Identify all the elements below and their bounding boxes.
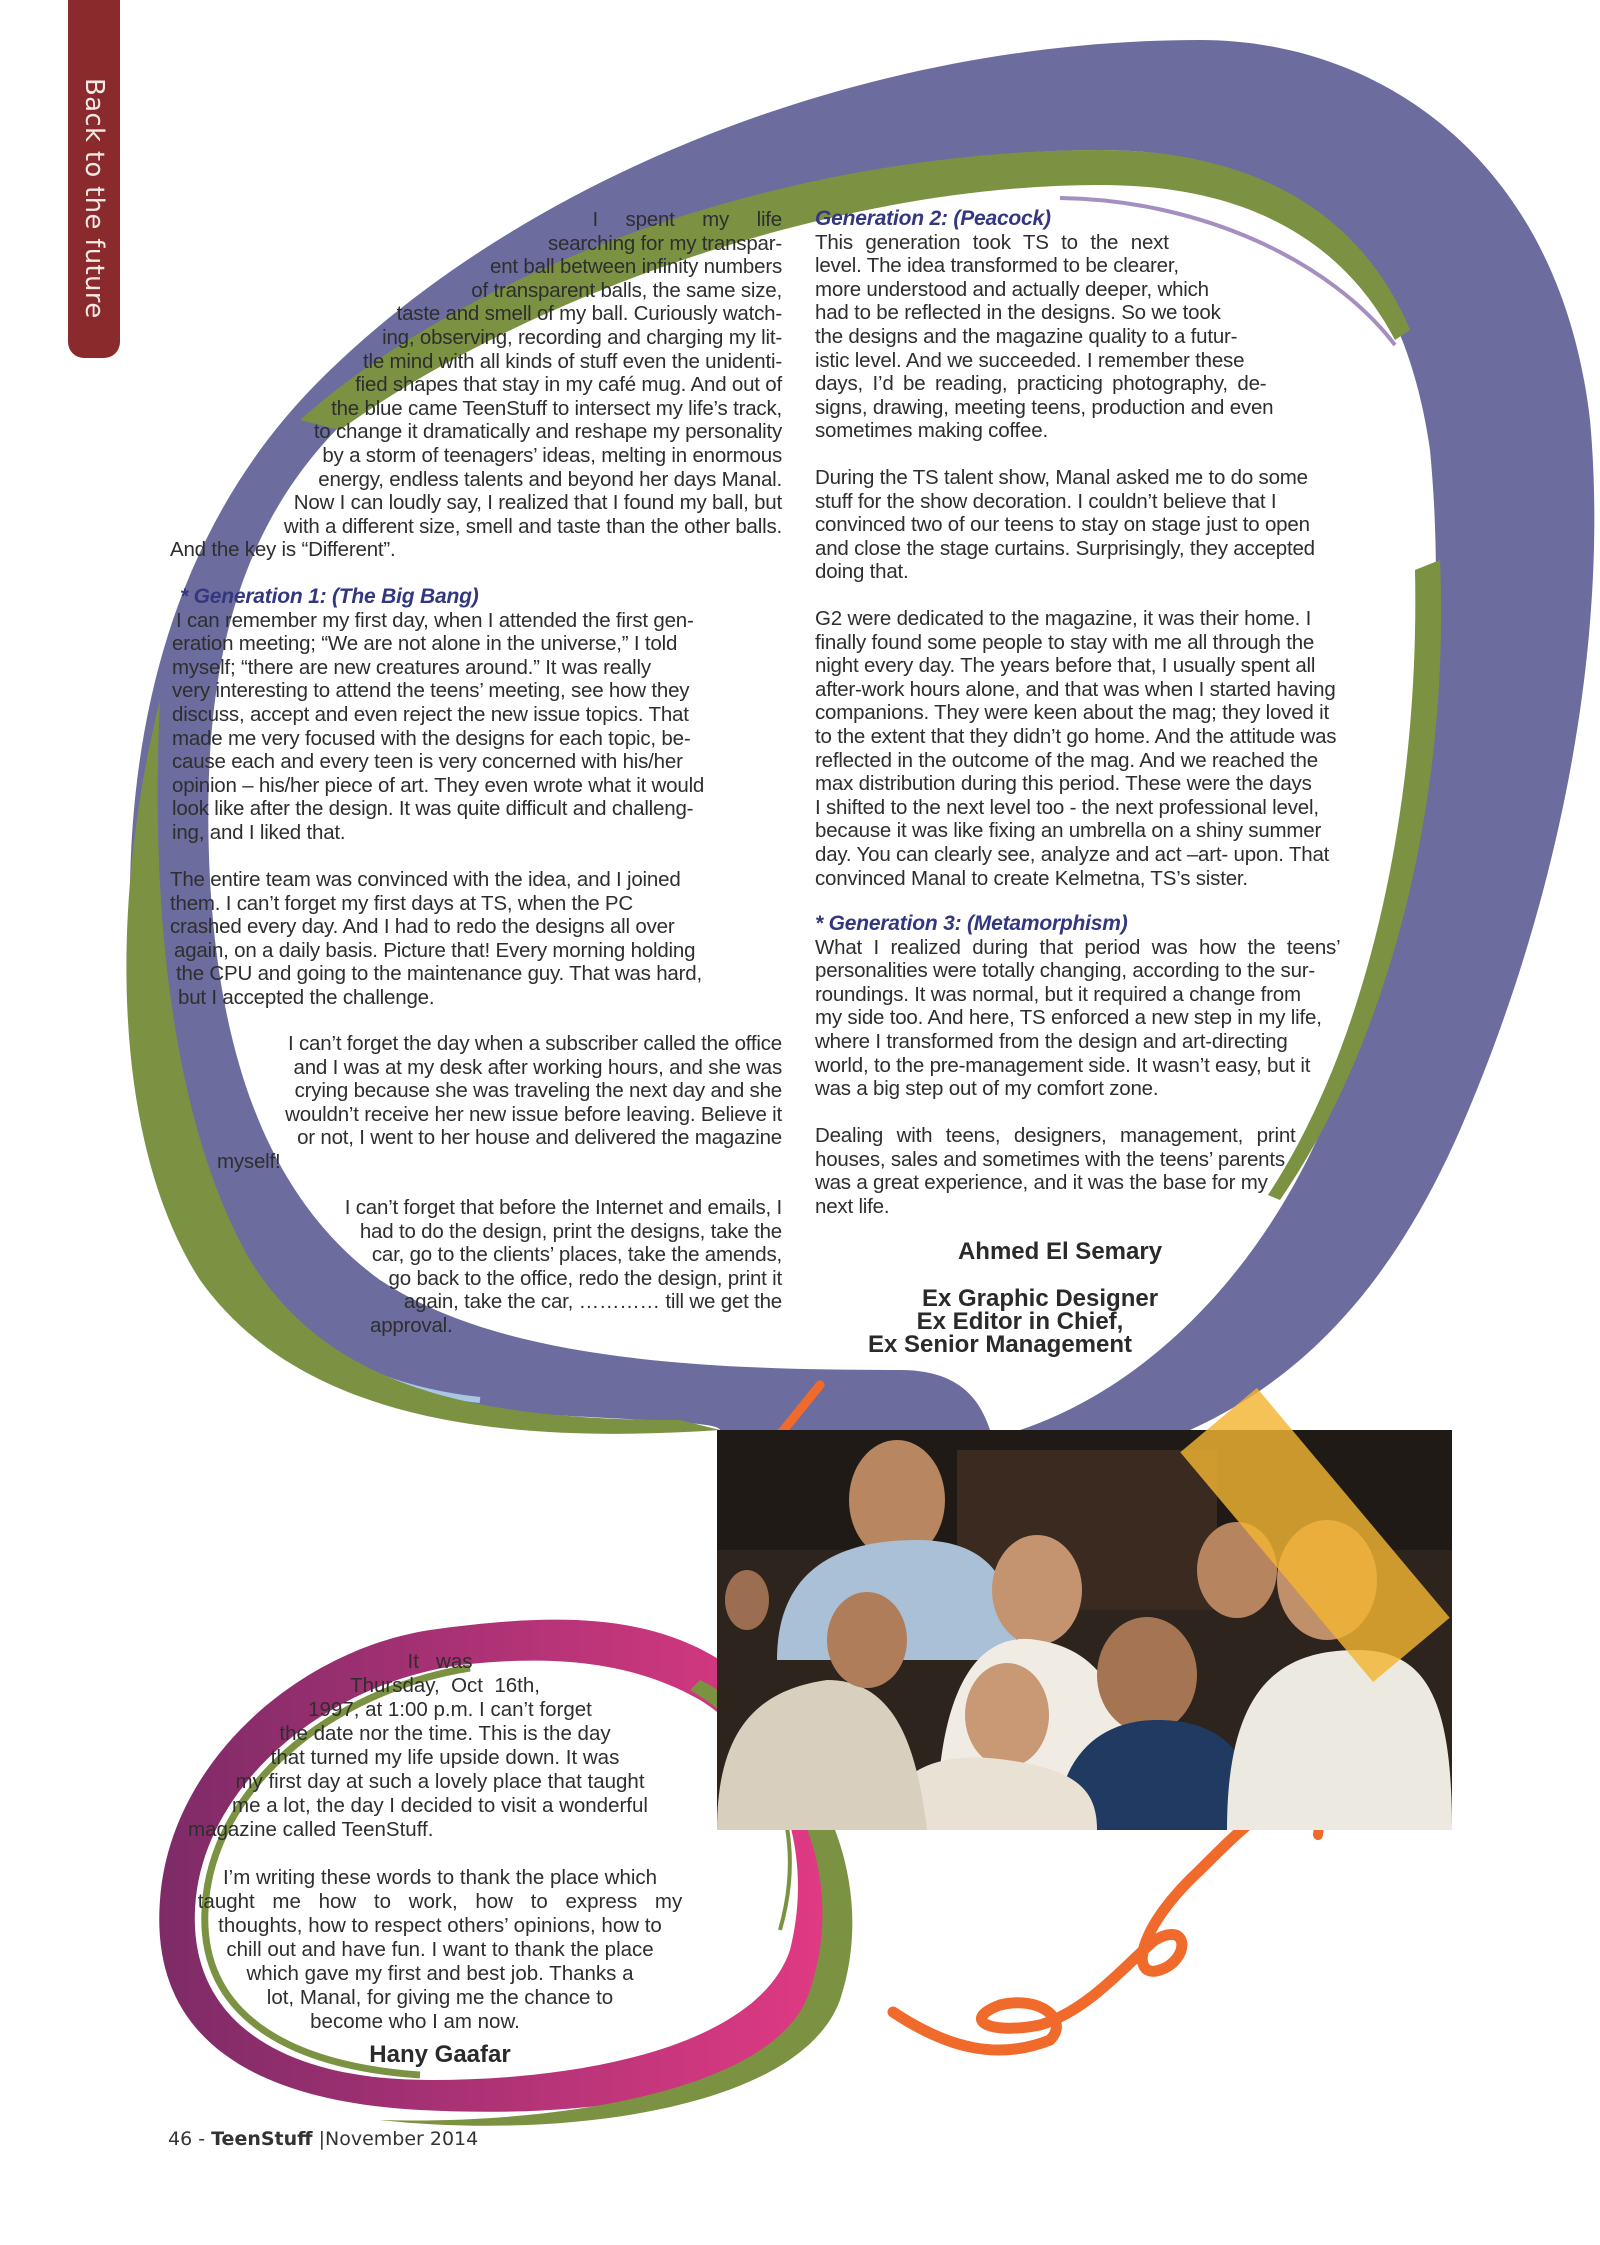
generation-1-section [172, 585, 782, 845]
section-tab [68, 0, 120, 358]
subscriber-paragraph: I can’t forget the day when a subscriber called the office and I was at my desk after working hours, and she was crying because she was traveling the next day and she wouldn’t receive her new issue before leaving. Believe it or not, I went to her house and delivered the magazine myself! [217, 1032, 782, 1173]
dealing-paragraph: Dealing with teens, designers, management, print houses, sales and sometimes with the teens’ parents was a great experience, and it was the base for my next life. [815, 1124, 1296, 1218]
page-number: 46 - [168, 2128, 212, 2150]
g2-paragraph: G2 were dedicated to the magazine, it was their home. I finally found some people to stay with me all through the night every day. The years before that, I usually spent all after-work hours alone, and that was when I started having companions. They were keen about the mag; they loved it to the extent that they didn’t go home. And the attitude was reflected in the outcome of the mag. And we reached the max distribution during this period. These were the days I shifted to the next level too - the next professional level, because it was like fixing an umbrella on a shiny summer day. You can clearly see, analyze and act –art- upon. That convinced Manal to create Kelmetna, TS’s sister. [815, 607, 1337, 890]
section-tab-label: Back to the future [79, 78, 109, 319]
issue-date: |November 2014 [312, 2128, 479, 2150]
talent-show-paragraph: During the TS talent show, Manal asked me to do some stuff for the show decoration. I couldn’t believe that I convinced two of our teens to stay on stage just to open and close the stage curtains. Surprisingly, they accepted doing that. [815, 466, 1315, 584]
tribute-paragraph: It was Thursday, Oct 16th, 1997, at 1:00 p.m. I can’t forget the date nor the time. This is the day that turned my life upside down. It was my first day at such a lovely place that taught me a lot, the day I decided to visit a wonderful magazine called TeenStuff. I’m writing these words to thank the place which taught me how to work, how to express my thoughts, how to respect others’ opinions, how to chill out and have fun. I want to thank the place which gave my first and best job. Thanks a lot, Manal, for giving me the chance to become who I am now. [188, 1650, 683, 2033]
generation-3-section: * Generation 3: (Metamorphism) What I realized during that period was how the teens’ personalities were totally changing, according to the sur- roundings. It was normal, but it required a change from my side too. And here, TS enforced a new step in my life, where I transformed from the design and art-directing world, to the pre-management side. It wasn’t easy, but it was a big step out of my comfort zone. [815, 912, 1395, 1101]
author-titles: Ex Graphic Designer Ex Editor in Chief, Ex Senior Management [867, 1285, 1159, 1358]
author-name: Ahmed El Semary [957, 1238, 1163, 1265]
generation-3-heading: * Generation 3: (Metamorphism) [815, 912, 1128, 935]
generation-2-section: Generation 2: (Peacock) This generation took TS to the next level. The idea transformed to be clearer, more understood and actually deeper, which had to be reflected in the designs. So we took the designs and the magazine quality to a futur- istic level. And we succeeded. I remember these days, I’d be reading, practicing photography, de- signs, drawing, meeting teens, production and even sometimes making coffee. [815, 207, 1395, 443]
generation-1-body: I can remember my first day, when I attended the first gen- eration meeting; “We are not alone in the universe,” I told myself; “there are new creatures around.” It was really very interesting to attend the teens’ meeting, see how they discuss, accept and even reject the new issue topics. That made me very focused with the designs for each topic, be- cause each and every teen is very concerned with his/her opinion – his/her piece of art. They even wrote what it would look like after the design. It was quite difficult and challeng- ing, and I liked that. [172, 608, 705, 844]
intro-paragraph: I spent my life searching for my transpar- ent ball between infinity numbers of transparent balls, the same size, taste and smell of my ball. Curiously watch- ing, observing, recording and charging my lit- tle mind with all kinds of stuff even the unidenti- fied shapes that stay in my café mug. And out of the blue came TeenStuff to intersect my life’s track, to change it dramatically and reshape my personality by a storm of teenagers’ ideas, melting in enormous energy, endless talents and beyond her days Manal. Now I can loudly say, I realized that I found my ball, but with a different size, smell and taste than the other balls. And the key is “Different”. [170, 208, 782, 562]
magazine-brand: TeenStuff [211, 2128, 313, 2150]
page-footer [168, 2128, 478, 2150]
generation-1-heading: * Generation 1: (The Big Bang) [180, 585, 479, 608]
team-paragraph: The entire team was convinced with the idea, and I joined them. I can’t forget my first days at TS, when the PC crashed every day. And I had to redo the designs all over again, on a daily basis. Picture that! Every morning holding the CPU and going to the maintenance guy. That was hard, but I accepted the challenge. [170, 868, 702, 1009]
tribute-signature: Hany Gaafar [369, 2041, 511, 2068]
internet-paragraph: I can’t forget that before the Internet and emails, I had to do the design, print the designs, take the car, go to the clients’ places, take the amends, go back to the office, redo the design, print it again, take the car, ………… till we get the approval. [344, 1196, 782, 1337]
generation-2-heading: Generation 2: (Peacock) [815, 207, 1051, 230]
